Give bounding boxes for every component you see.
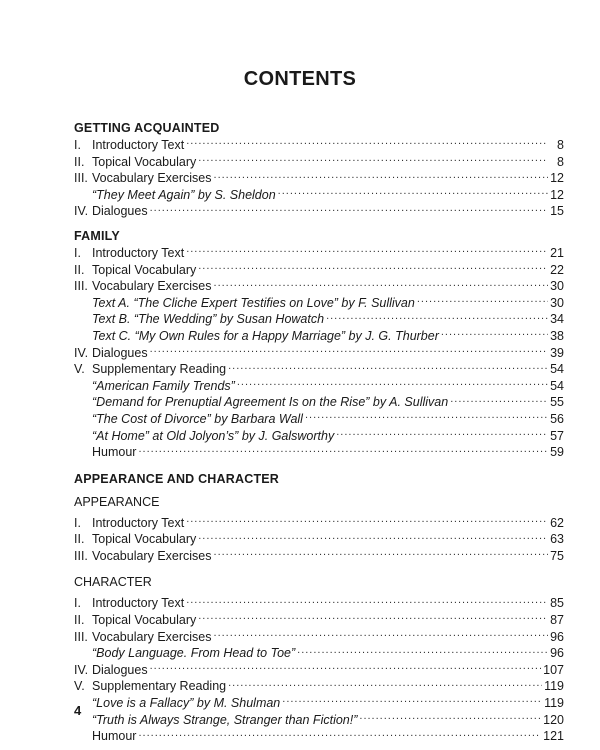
dot-leader <box>198 262 548 274</box>
section-heading: FAMILY <box>74 228 120 243</box>
entry-label: Supplementary Reading <box>92 679 227 694</box>
toc-entry <box>74 645 564 662</box>
entry-label: Introductory Text <box>92 515 185 530</box>
table-of-contents <box>74 120 564 745</box>
entry-number: IV. <box>74 662 89 677</box>
toc-entry <box>74 278 564 295</box>
toc-entry <box>74 444 564 461</box>
dot-leader <box>186 515 548 527</box>
toc-entry <box>74 629 564 646</box>
dot-leader <box>150 662 542 674</box>
entry-label: “American Family Trends” <box>92 378 235 393</box>
entry-label: Topical Vocabulary <box>92 613 197 628</box>
entry-label: “They Meet Again” by S. Sheldon <box>92 187 276 202</box>
toc-entry <box>74 515 564 532</box>
entry-number: III. <box>74 629 88 644</box>
subsection-entries <box>74 515 564 565</box>
entry-number: IV. <box>74 204 89 219</box>
entry-number: I. <box>74 138 81 152</box>
subsection-heading: CHARACTER <box>74 575 152 590</box>
entry-label: Humour <box>92 445 137 460</box>
toc-entry <box>74 361 564 378</box>
dot-leader <box>186 137 548 149</box>
dot-leader <box>186 595 548 607</box>
entry-page-number: 12 <box>550 171 564 186</box>
section-heading: APPEARANCE AND CHARACTER <box>74 471 280 486</box>
entry-number: II. <box>74 532 85 547</box>
toc-entry <box>74 411 564 428</box>
dot-leader <box>336 428 548 440</box>
entry-label: Dialogues <box>92 345 148 360</box>
entry-page-number: 21 <box>550 245 564 260</box>
toc-entry <box>74 295 564 312</box>
entry-page-number: 59 <box>550 445 564 460</box>
dot-leader <box>359 712 541 724</box>
subsection-heading: APPEARANCE <box>74 494 160 509</box>
toc-section-getting-acquainted <box>74 120 564 220</box>
dot-leader <box>138 728 541 740</box>
toc-section-family <box>74 228 564 461</box>
entry-label: Topical Vocabulary <box>92 262 197 277</box>
toc-entry <box>74 245 564 262</box>
toc-entry <box>74 170 564 187</box>
toc-entry <box>74 728 564 745</box>
entry-label: Topical Vocabulary <box>92 154 197 169</box>
entry-page-number: 120 <box>543 712 564 727</box>
section-heading: GETTING ACQUAINTED <box>74 121 220 135</box>
dot-leader <box>214 170 548 182</box>
entry-label: Supplementary Reading <box>92 362 227 377</box>
toc-entry <box>74 548 564 565</box>
entry-page-number: 34 <box>550 312 564 327</box>
entry-label: Topical Vocabulary <box>92 532 197 547</box>
entry-label: Vocabulary Exercises <box>92 548 212 563</box>
entry-page-number: 12 <box>550 187 564 202</box>
entry-page-number: 54 <box>550 362 564 377</box>
entry-label: Text A. “The Cliche Expert Testifies on Love” by F. Sullivan <box>92 295 415 310</box>
dot-leader <box>237 378 548 390</box>
subsection-entries <box>74 595 564 744</box>
dot-leader <box>228 361 548 373</box>
page-title: CONTENTS <box>243 68 357 90</box>
entry-page-number: 119 <box>544 696 564 711</box>
entry-page-number: 22 <box>550 262 564 277</box>
section-entries <box>74 137 564 220</box>
entry-page-number: 8 <box>557 154 564 169</box>
entry-number: II. <box>74 613 85 628</box>
entry-page-number: 30 <box>550 295 564 310</box>
toc-entry <box>74 662 564 679</box>
toc-entry <box>74 137 564 154</box>
section-entries <box>74 245 564 461</box>
entry-number: III. <box>74 171 88 186</box>
dot-leader <box>450 394 548 406</box>
toc-entry <box>74 678 564 695</box>
entry-label: Vocabulary Exercises <box>92 171 212 186</box>
page-number: 4 <box>74 703 82 718</box>
entry-label: “Truth is Always Strange, Stranger than Fiction!” <box>92 712 358 727</box>
entry-label: Dialogues <box>92 662 148 677</box>
entry-label: “Body Language. From Head to Toe” <box>92 646 296 661</box>
dot-leader <box>326 311 548 323</box>
toc-entry <box>74 154 564 171</box>
entry-label: “Love is a Fallacy” by M. Shulman <box>92 696 281 711</box>
entry-label: “At Home” at Old Jolyon’s” by J. Galsworthy <box>92 428 335 443</box>
dot-leader <box>138 444 548 456</box>
entry-page-number: 96 <box>550 646 564 661</box>
entry-number: IV. <box>74 345 89 360</box>
toc-entry <box>74 394 564 411</box>
dot-leader <box>214 548 548 560</box>
entry-page-number: 38 <box>550 328 564 343</box>
toc-entry <box>74 378 564 395</box>
entry-page-number: 75 <box>550 548 564 563</box>
entry-number: I. <box>74 596 81 611</box>
entry-page-number: 85 <box>550 596 564 611</box>
toc-entry <box>74 262 564 279</box>
toc-entry <box>74 695 564 712</box>
entry-number: II. <box>74 154 85 169</box>
entry-page-number: 56 <box>550 411 564 426</box>
dot-leader <box>150 203 548 215</box>
dot-leader <box>214 278 548 290</box>
toc-entry <box>74 187 564 204</box>
entry-page-number: 96 <box>550 629 564 644</box>
dot-leader <box>198 531 548 543</box>
entry-page-number: 119 <box>544 679 564 694</box>
dot-leader <box>228 678 542 690</box>
entry-number: III. <box>74 279 88 294</box>
toc-entry <box>74 428 564 445</box>
dot-leader <box>198 154 548 166</box>
entry-page-number: 39 <box>550 345 564 360</box>
entry-page-number: 30 <box>550 279 564 294</box>
entry-page-number: 54 <box>550 378 564 393</box>
entry-number: II. <box>74 262 85 277</box>
dot-leader <box>214 629 548 641</box>
entry-page-number: 15 <box>550 204 564 219</box>
toc-entry <box>74 612 564 629</box>
dot-leader <box>278 187 548 199</box>
dot-leader <box>186 245 548 257</box>
entry-label: Introductory Text <box>92 138 185 152</box>
toc-entry <box>74 712 564 729</box>
dot-leader <box>297 645 548 657</box>
dot-leader <box>441 328 548 340</box>
entry-page-number: 57 <box>550 428 564 443</box>
entry-number: I. <box>74 515 81 530</box>
entry-label: Introductory Text <box>92 596 185 611</box>
entry-label: “Demand for Prenuptial Agreement Is on the Rise” by A. Sullivan <box>92 395 449 410</box>
entry-label: Text B. “The Wedding” by Susan Howatch <box>92 312 325 327</box>
entry-page-number: 55 <box>550 395 564 410</box>
entry-number: V. <box>74 362 85 377</box>
toc-section-appearance-and-character <box>74 471 564 745</box>
dot-leader <box>305 411 548 423</box>
entry-number: V. <box>74 679 85 694</box>
entry-number: I. <box>74 245 81 260</box>
toc-entry <box>74 531 564 548</box>
toc-entry <box>74 328 564 345</box>
entry-page-number: 62 <box>550 515 564 530</box>
toc-entry <box>74 345 564 362</box>
entry-number: III. <box>74 548 88 563</box>
entry-page-number: 121 <box>543 729 564 744</box>
entry-label: Vocabulary Exercises <box>92 279 212 294</box>
toc-entry <box>74 595 564 612</box>
entry-label: Dialogues <box>92 204 148 219</box>
entry-page-number: 107 <box>543 662 564 677</box>
dot-leader <box>150 345 548 357</box>
entry-page-number: 87 <box>550 613 564 628</box>
dot-leader <box>417 295 548 307</box>
dot-leader <box>282 695 542 707</box>
entry-page-number: 63 <box>550 532 564 547</box>
entry-label: Humour <box>92 729 137 744</box>
entry-label: “The Cost of Divorce” by Barbara Wall <box>92 411 303 426</box>
toc-entry <box>74 311 564 328</box>
entry-label: Text C. “My Own Rules for a Happy Marriage” by J. G. Thurber <box>92 328 439 343</box>
entry-label: Vocabulary Exercises <box>92 629 212 644</box>
entry-page-number: 8 <box>557 138 564 152</box>
toc-entry <box>74 203 564 220</box>
dot-leader <box>198 612 548 624</box>
entry-label: Introductory Text <box>92 245 185 260</box>
